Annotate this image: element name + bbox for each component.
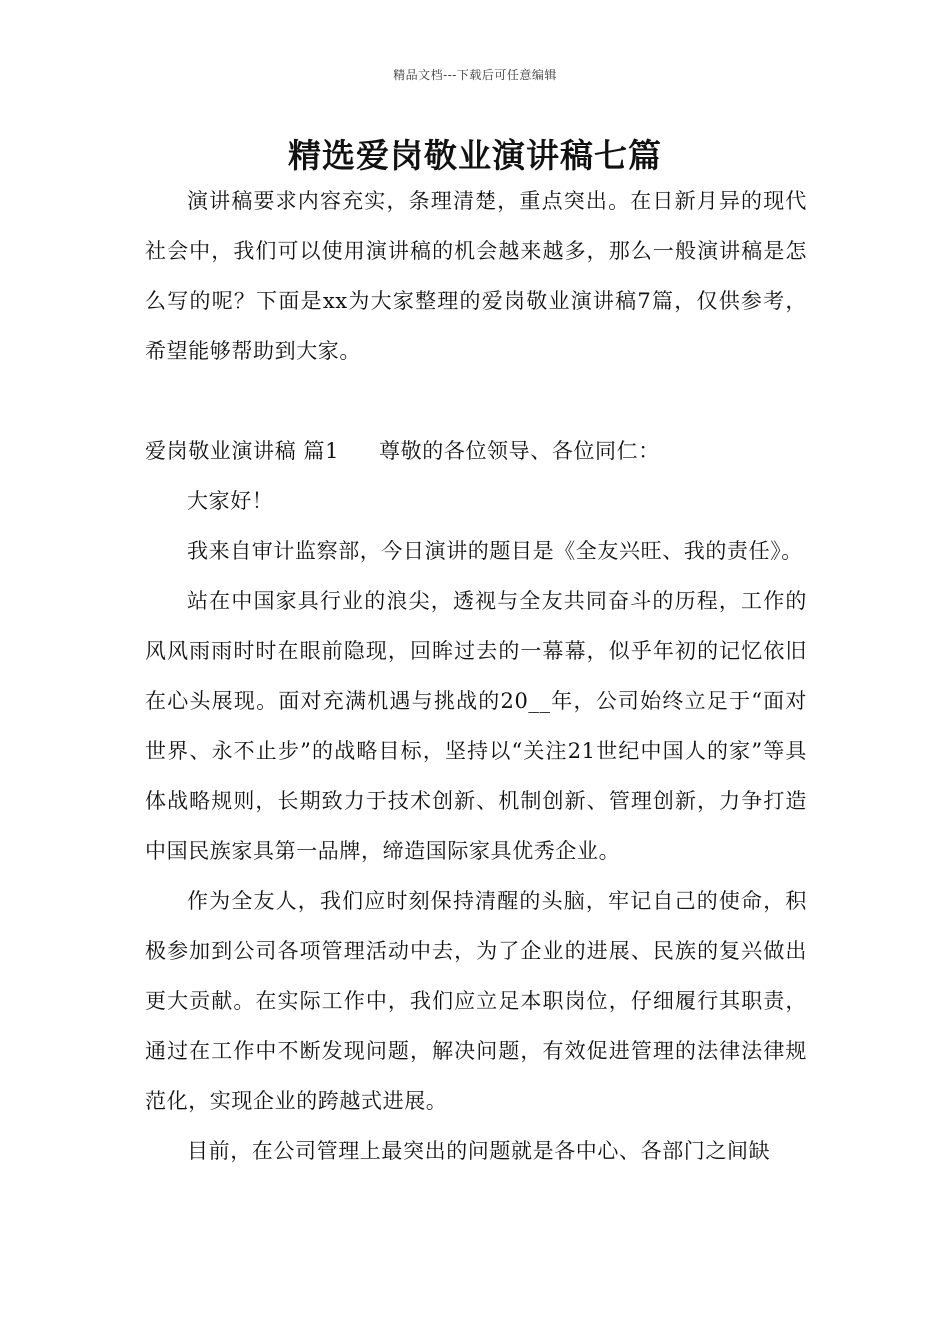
salutation: 尊敬的各位领导、各位同仁： (379, 439, 660, 463)
body-paragraph: 作为全友人，我们应时刻保持清醒的头脑，牢记自己的使命，积极参加到公司各项管理活动中去，为了企业的进展、民族的复兴做出更大贡献。在实际工作中，我们应立足本职岗位，仔细履行其职责，通过在工作中不断发现问题，解决问题，有效促进管理的法律法律规范化，实现企业的跨越式进展。 (145, 889, 807, 1113)
paragraph-spacer (145, 376, 807, 426)
section-heading-line (145, 426, 807, 476)
section-heading: 爱岗敬业演讲稿 篇1 (145, 439, 340, 463)
document-title: 精选爱岗敬业演讲稿七篇 (288, 136, 662, 175)
body-paragraph: 站在中国家具行业的浪尖，透视与全友共同奋斗的历程，工作的风风雨雨时时在眼前隐现，回眸过去的一幕幕，似乎年初的记忆依旧在心头展现。面对充满机遇与挑战的20__年，公司始终立足于“面对世界、永不止步”的战略目标，坚持以“关注21世纪中国人的家”等具体战略规则，长期致力于技术创新、机制创新、管理创新，力争打造中国民族家具第一品牌，缔造国际家具优秀企业。 (145, 589, 807, 863)
header-note: 精品文档---下载后可任意编辑 (393, 68, 557, 82)
document-body (145, 176, 807, 1176)
intro-paragraph: 演讲稿要求内容充实，条理清楚，重点突出。在日新月异的现代社会中，我们可以使用演讲稿的机会越来越多，那么一般演讲稿是怎么写的呢？下面是xx为大家整理的爱岗敬业演讲稿7篇，仅供参考，希望能够帮助到大家。 (145, 189, 807, 363)
body-paragraph: 我来自审计监察部，今日演讲的题目是《全友兴旺、我的责任》。 (187, 539, 803, 563)
body-paragraph: 目前，在公司管理上最突出的问题就是各中心、各部门之间缺 (187, 1139, 771, 1163)
body-paragraph: 大家好！ (187, 489, 274, 513)
